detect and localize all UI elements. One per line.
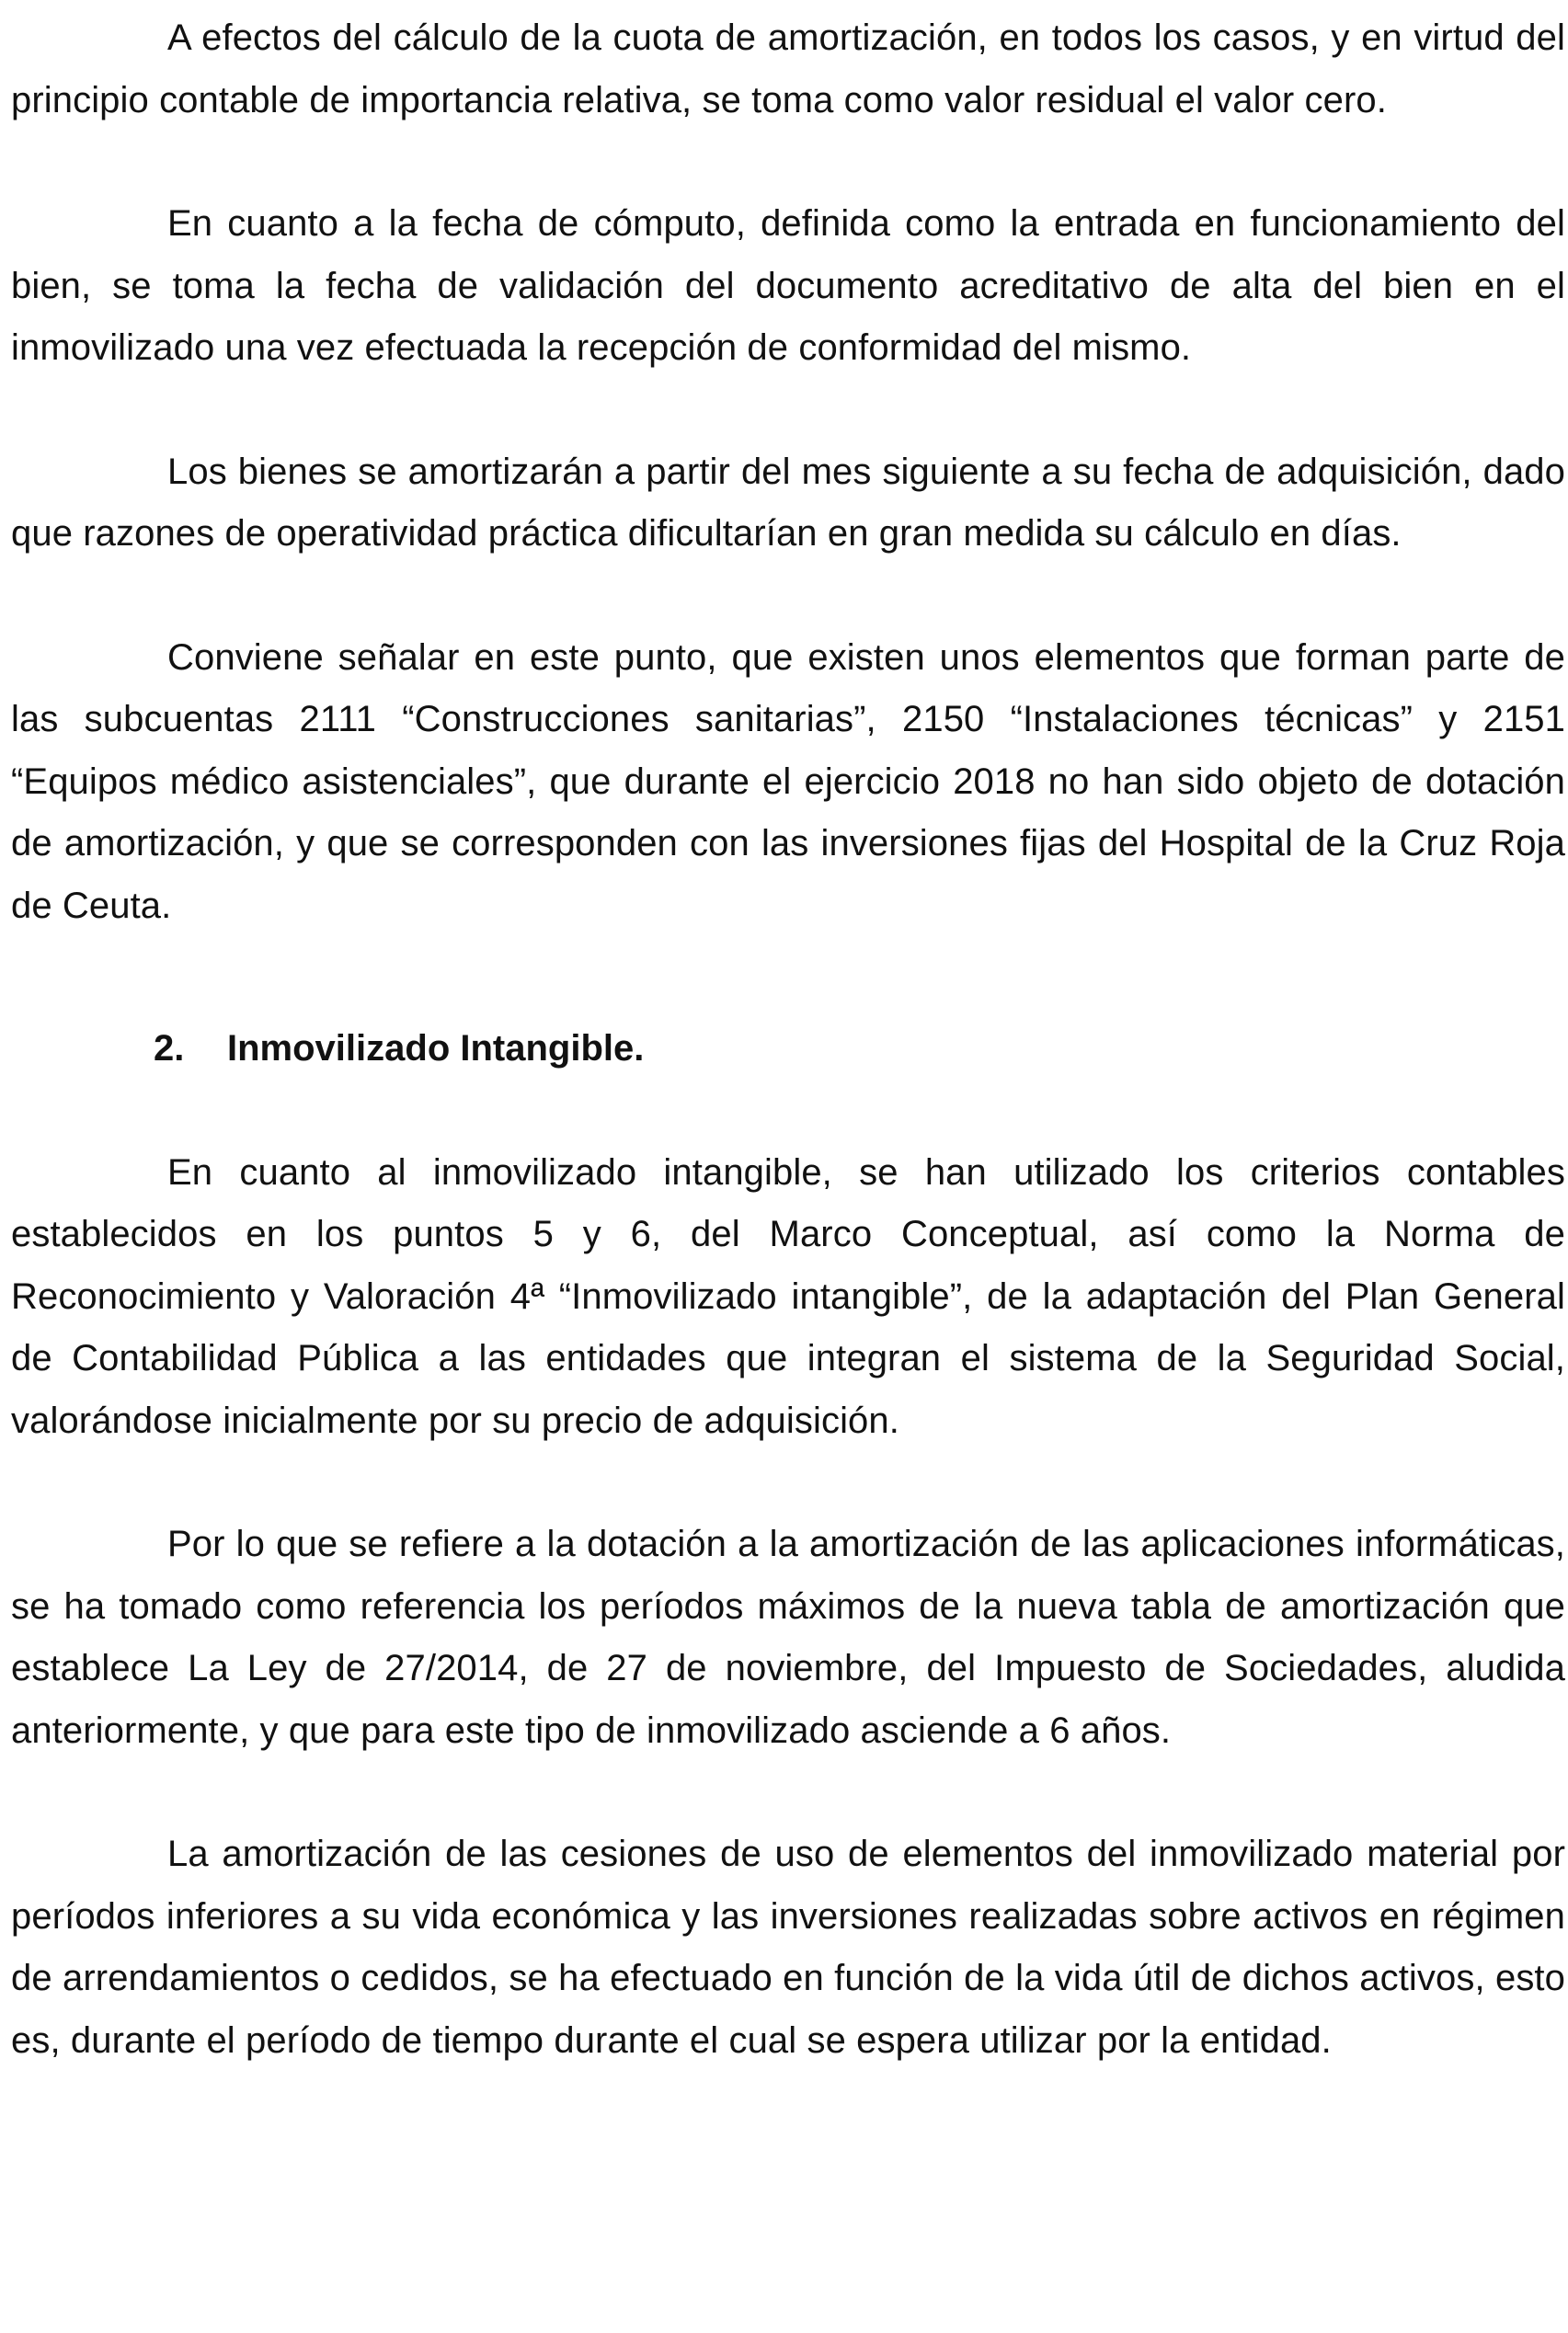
- paragraph-software-amortization: Por lo que se refiere a la dotación a la amortización de las aplicaciones informáticas, se ha tomado como referencia los períodos máximos de la nueva tabla de amortización que establece La Ley de 27/2014, de 27 de noviembre, del Impuesto de Sociedades, aludida anteriormente, y que para este tipo de inmovilizado asciende a 6 años.: [11, 1524, 1565, 1751]
- section-heading: [11, 1018, 1565, 1081]
- paragraph-computation-date: En cuanto a la fecha de cómputo, definida como la entrada en funcionamiento del bien, se toma la fecha de validación del documento acreditativo de alta del bien en el inmovilizado una vez efectuada la recepción de conformidad del mismo.: [11, 203, 1565, 368]
- document-page: [11, 0, 1565, 2072]
- section-number: 2.: [154, 1028, 185, 1069]
- paragraph-amortization-start: Los bienes se amortizarán a partir del mes siguiente a su fecha de adquisición, dado que razones de operatividad práctica dificultarían en gran medida su cálculo en días.: [11, 451, 1565, 554]
- paragraph-residual-value: A efectos del cálculo de la cuota de amortización, en todos los casos, y en virtud del principio contable de importancia relativa, se toma como valor residual el valor cero.: [11, 17, 1565, 120]
- paragraph-hospital-elements: Conviene señalar en este punto, que existen unos elementos que forman parte de las subcuentas 2111 “Construcciones sanitarias”, 2150 “Instalaciones técnicas” y 2151 “Equipos médico asistenciales”, que durante el ejercicio 2018 no han sido objeto de dotación de amortización, y que se corresponden con las inversiones fijas del Hospital de la Cruz Roja de Ceuta.: [11, 636, 1565, 926]
- paragraph-usage-cessions: La amortización de las cesiones de uso de elementos del inmovilizado material por períodos inferiores a su vida económica y las inversiones realizadas sobre activos en régimen de arrendamientos o cedidos, se ha efectuado en función de la vida útil de dichos activos, esto es, durante el período de tiempo durante el cual se espera utilizar por la entidad.: [11, 1834, 1565, 2061]
- section-title: Inmovilizado Intangible.: [227, 1028, 645, 1069]
- paragraph-intangible-criteria: En cuanto al inmovilizado intangible, se han utilizado los criterios contables establecidos en los puntos 5 y 6, del Marco Conceptual, así como la Norma de Reconocimiento y Valoración 4ª “Inmovilizado intangible”, de la adaptación del Plan General de Contabilidad Pública a las entidades que integran el sistema de la Seguridad Social, valorándose inicialmente por su precio de adquisición.: [11, 1151, 1565, 1441]
